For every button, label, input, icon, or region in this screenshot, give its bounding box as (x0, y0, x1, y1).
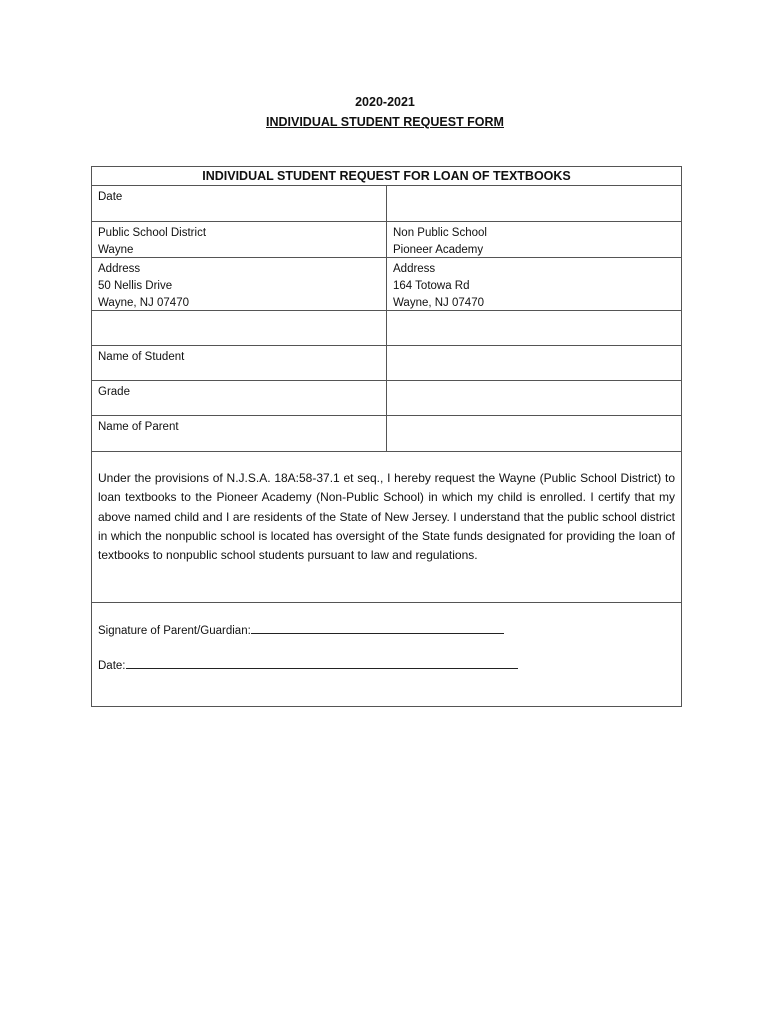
form-title: INDIVIDUAL STUDENT REQUEST FORM (266, 115, 504, 129)
non-public-address-city: Wayne, NJ 07470 (393, 297, 484, 309)
date-value-field[interactable] (387, 186, 681, 221)
signature-date-field[interactable] (126, 656, 518, 669)
public-school-name: Wayne (98, 244, 134, 256)
public-address-label: Address (98, 263, 141, 275)
non-public-school-name: Pioneer Academy (393, 244, 484, 256)
date-label: Date (98, 191, 123, 203)
parent-name-label: Name of Parent (98, 421, 179, 433)
non-public-school-label: Non Public School (393, 227, 487, 239)
address-row (92, 258, 681, 311)
signature-line (98, 621, 504, 639)
date-row (92, 186, 681, 222)
parent-name-row (92, 416, 681, 452)
paragraph-divider (92, 602, 681, 603)
student-name-row (92, 346, 681, 381)
blank-row (92, 311, 681, 346)
public-school-address-cell (92, 258, 387, 310)
student-name-label-cell (92, 346, 387, 380)
school-name-row (92, 222, 681, 258)
blank-right-field[interactable] (387, 311, 681, 345)
parent-name-field[interactable] (387, 416, 681, 451)
form-year: 2020-2021 (355, 95, 415, 109)
non-public-address-label: Address (393, 263, 436, 275)
student-name-label: Name of Student (98, 351, 185, 363)
signature-date-label: Date: (98, 660, 126, 672)
public-school-label: Public School District (98, 227, 207, 239)
grade-row (92, 381, 681, 416)
blank-left-field[interactable] (92, 311, 387, 345)
request-form-table (91, 166, 682, 707)
public-address-city: Wayne, NJ 07470 (98, 297, 189, 309)
grade-field[interactable] (387, 381, 681, 415)
signature-label: Signature of Parent/Guardian: (98, 625, 251, 637)
non-public-school-cell (387, 222, 681, 257)
certification-paragraph: Under the provisions of N.J.S.A. 18A:58-37.1 et seq., I hereby request the Wayne (Public School District) to loan textbooks to the Pioneer Academy (Non-Public School) in which my child is enrolled. I certify that my above named child and I are residents of the State of New Jersey. I understand that the public school district in which the nonpublic school is located has oversight of the State funds designated for providing the loan of textbooks to nonpublic school students pursuant to law and regulations. (98, 471, 675, 563)
non-public-address-street: 164 Totowa Rd (393, 280, 470, 292)
signature-field[interactable] (251, 621, 504, 634)
parent-name-label-cell (92, 416, 387, 451)
grade-label-cell (92, 381, 387, 415)
public-school-cell (92, 222, 387, 257)
non-public-school-address-cell (387, 258, 681, 310)
table-header: INDIVIDUAL STUDENT REQUEST FOR LOAN OF TEXTBOOKS (92, 167, 681, 186)
date-label-cell (92, 186, 387, 221)
grade-label: Grade (98, 386, 130, 398)
public-address-street: 50 Nellis Drive (98, 280, 173, 292)
student-name-field[interactable] (387, 346, 681, 380)
signature-date-line (98, 656, 518, 674)
